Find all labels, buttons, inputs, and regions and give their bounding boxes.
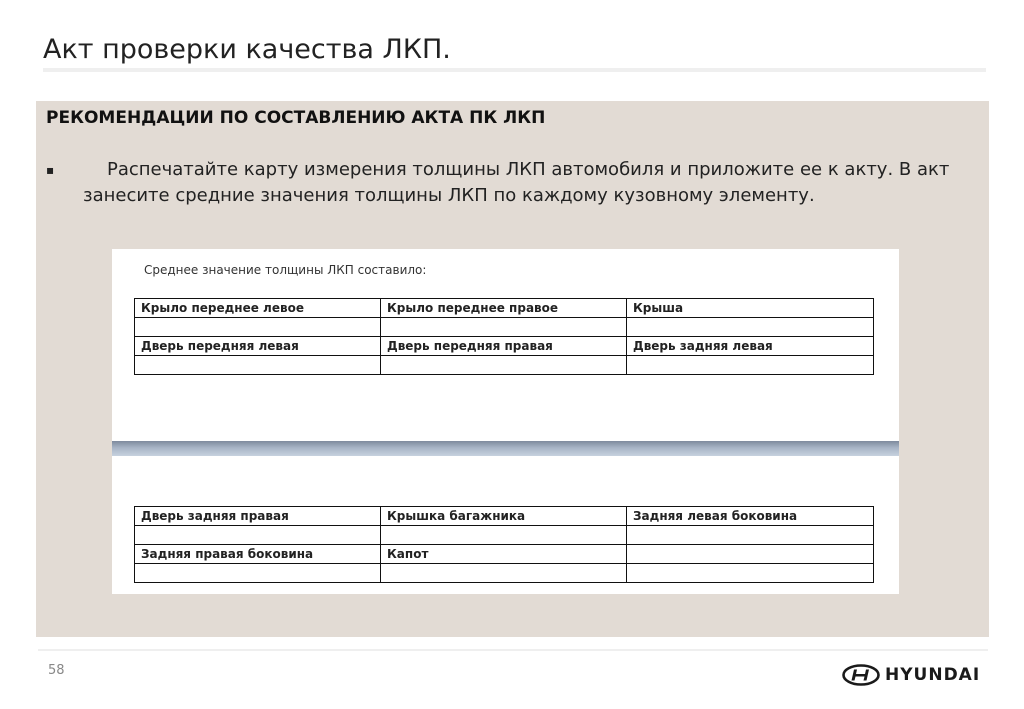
thickness-table-2 (134, 506, 874, 583)
table-cell: Дверь задняя правая (135, 507, 381, 526)
table-cell: Дверь задняя левая (627, 337, 874, 356)
table-cell: Задняя левая боковина (627, 507, 874, 526)
table-cell: Капот (381, 545, 627, 564)
table-cell (627, 545, 874, 564)
value-cell (381, 526, 627, 545)
hyundai-logo (842, 664, 992, 686)
table-row (135, 507, 874, 526)
table-row (135, 526, 874, 545)
table-cell: Дверь передняя левая (135, 337, 381, 356)
value-cell (627, 318, 874, 337)
table-cell: Задняя правая боковина (135, 545, 381, 564)
value-cell (135, 564, 381, 583)
value-cell (381, 356, 627, 375)
bullet-text: Распечатайте карту измерения толщины ЛКП автомобиля и приложите ее к акту. В акт занесите средние значения толщины ЛКП по каждому кузовному элементу. (83, 159, 950, 206)
bullet-marker: ▪ (46, 163, 55, 177)
table-cell: Крыло переднее левое (135, 299, 381, 318)
hyundai-emblem-icon (842, 664, 880, 686)
footer-divider (38, 649, 988, 651)
value-cell (135, 318, 381, 337)
title-divider (43, 68, 986, 72)
value-cell (135, 526, 381, 545)
section-heading: РЕКОМЕНДАЦИИ ПО СОСТАВЛЕНИЮ АКТА ПК ЛКП (46, 108, 546, 128)
value-cell (627, 564, 874, 583)
table-row (135, 318, 874, 337)
table-row (135, 337, 874, 356)
table-row (135, 299, 874, 318)
table-row (135, 564, 874, 583)
page-number: 58 (48, 663, 65, 678)
table-cell: Крышка багажника (381, 507, 627, 526)
table-row (135, 356, 874, 375)
form-excerpt (112, 249, 899, 594)
logo-wordmark: HYUNDAI (885, 665, 981, 685)
page-title: Акт проверки качества ЛКП. (43, 34, 451, 65)
page-break-bar (112, 441, 899, 456)
value-cell (627, 526, 874, 545)
table-row (135, 545, 874, 564)
table-cell: Крыша (627, 299, 874, 318)
value-cell (381, 564, 627, 583)
thickness-table-1 (134, 298, 874, 375)
value-cell (381, 318, 627, 337)
value-cell (627, 356, 874, 375)
table-cell: Дверь передняя правая (381, 337, 627, 356)
value-cell (135, 356, 381, 375)
table-cell: Крыло переднее правое (381, 299, 627, 318)
form-caption: Среднее значение толщины ЛКП составило: (144, 263, 427, 277)
